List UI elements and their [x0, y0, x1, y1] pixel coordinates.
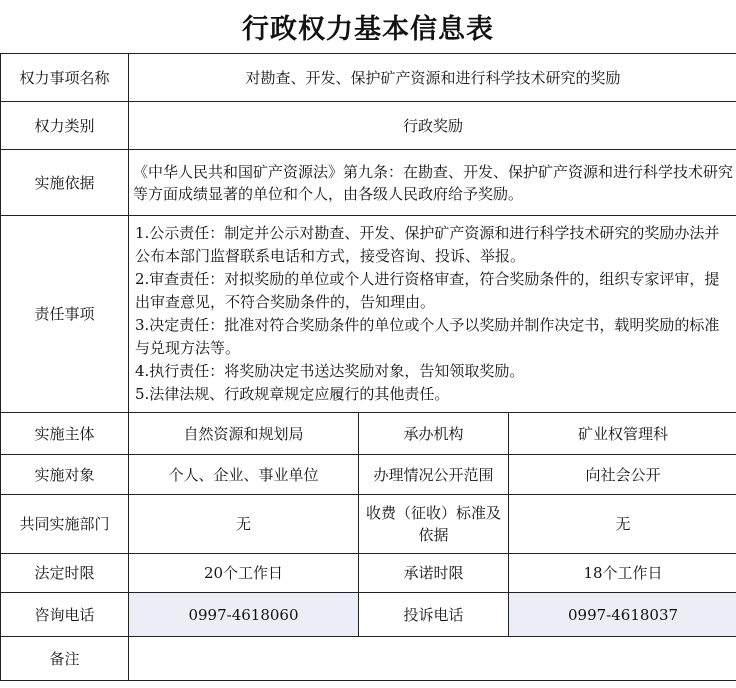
- info-table: [0, 53, 736, 681]
- row-limit: [1, 554, 736, 593]
- consult-phone-label: 咨询电话: [1, 593, 129, 637]
- category-value: 行政奖励: [129, 102, 736, 150]
- row-item-name: [1, 54, 736, 102]
- item-name-label: 权力事项名称: [1, 54, 129, 102]
- fee-label: 收费（征收）标准及依据: [359, 495, 509, 554]
- remark-label: 备注: [1, 637, 129, 681]
- disclosure-label: 办理情况公开范围: [359, 455, 509, 495]
- row-remark: [1, 637, 736, 681]
- row-joint: [1, 495, 736, 554]
- promise-value: 18个工作日: [509, 554, 736, 593]
- joint-label: 共同实施部门: [1, 495, 129, 554]
- duties-label: 责任事项: [1, 216, 129, 413]
- limit-value: 20个工作日: [129, 554, 359, 593]
- agency-value: 矿业权管理科: [509, 413, 736, 455]
- duty-line-5: 5.法律法规、行政规章规定应履行的其他责任。: [135, 385, 450, 403]
- duties-value: [129, 216, 736, 413]
- complaint-phone-value: 0997-4618037: [509, 593, 736, 637]
- target-label: 实施对象: [1, 455, 129, 495]
- subject-label: 实施主体: [1, 413, 129, 455]
- row-target: [1, 455, 736, 495]
- item-name-value: 对勘查、开发、保护矿产资源和进行科学技术研究的奖励: [129, 54, 736, 102]
- row-subject: [1, 413, 736, 455]
- duty-line-4: 4.执行责任：将奖励决定书送达奖励对象，告知领取奖励。: [135, 362, 525, 380]
- row-category: [1, 102, 736, 150]
- consult-phone-value: 0997-4618060: [129, 593, 359, 637]
- category-label: 权力类别: [1, 102, 129, 150]
- fee-value: 无: [509, 495, 736, 554]
- basis-label: 实施依据: [1, 150, 129, 216]
- duty-line-3: 3.决定责任：批准对符合奖励条件的单位或个人予以奖励并制作决定书，载明奖励的标准与兑现方法等。: [135, 316, 720, 357]
- joint-value: 无: [129, 495, 359, 554]
- disclosure-value: 向社会公开: [509, 455, 736, 495]
- agency-label: 承办机构: [359, 413, 509, 455]
- basis-value: 《中华人民共和国矿产资源法》第九条：在勘查、开发、保护矿产资源和进行科学技术研究等方面成绩显著的单位和个人，由各级人民政府给予奖励。: [129, 150, 736, 216]
- row-duties: [1, 216, 736, 413]
- remark-value: [129, 637, 736, 681]
- complaint-phone-label: 投诉电话: [359, 593, 509, 637]
- target-value: 个人、企业、事业单位: [129, 455, 359, 495]
- subject-value: 自然资源和规划局: [129, 413, 359, 455]
- promise-label: 承诺时限: [359, 554, 509, 593]
- row-basis: [1, 150, 736, 216]
- duty-line-2: 2.审查责任：对拟奖励的单位或个人进行资格审查，符合奖励条件的，组织专家评审，提出审查意见，不符合奖励条件的，告知理由。: [135, 270, 720, 311]
- page-title: 行政权力基本信息表: [242, 14, 494, 45]
- row-phone: [1, 593, 736, 637]
- duty-line-1: 1.公示责任：制定并公示对勘查、开发、保护矿产资源和进行科学技术研究的奖励办法并公布本部门监督联系电话和方式，接受咨询、投诉、举报。: [135, 224, 720, 265]
- limit-label: 法定时限: [1, 554, 129, 593]
